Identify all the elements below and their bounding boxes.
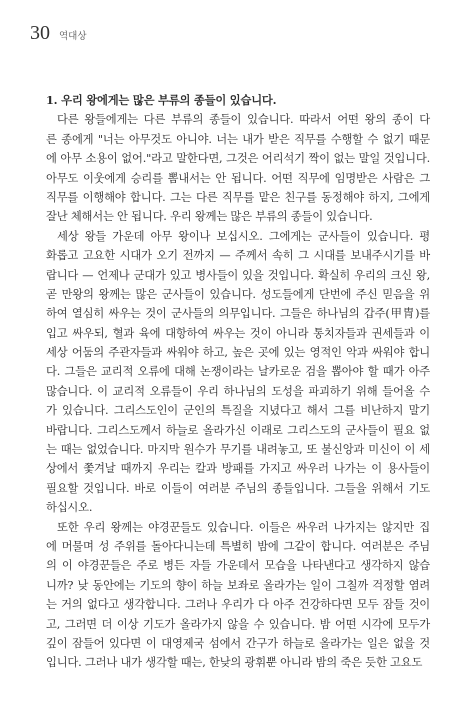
paragraph-line: 화롭고 고요한 시대가 오기 전까지 — 주께서 속히 그 시대를 보내주시기를 바 <box>46 249 430 263</box>
paragraph-line: 입니다. 그러나 내가 생각할 때는, 한낮의 광휘뿐 아니라 밤의 죽은 듯한 고요도 <box>46 656 423 670</box>
paragraph-line: 의 이 야경꾼들은 주로 병든 자들 가운데서 모습을 나타낸다고 생각하지 않습 <box>46 559 430 573</box>
paragraph-line: 깊이 잠들어 있다면 이 대영제국 섬에서 간구가 하늘로 올라가는 일은 없을 것 <box>46 636 430 650</box>
paragraph-line: 입고 싸우되, 혈과 육에 대항하여 싸우는 것이 아니라 통치자들과 권세들과 이 <box>46 326 430 340</box>
paragraph-line: 니까? 낮 동안에는 기도의 향이 하늘 보좌로 올라가는 일이 그칠까 걱정할 염려 <box>46 578 430 592</box>
paragraph-line: 또한 우리 왕께는 야경꾼들도 있습니다. 이들은 싸우러 나가지는 않지만 집 <box>57 520 430 534</box>
paragraph-line: 필요할 것입니다. 바로 이들이 여러분 주님의 종들입니다. 그들을 위해서 기도 <box>46 481 430 495</box>
paragraph-line: 상에서 쫓겨날 때까지 우리는 칼과 방패를 가지고 싸우러 나가는 이 용사들이 <box>46 462 430 476</box>
paragraphs <box>46 110 430 672</box>
body-text <box>46 91 430 673</box>
paragraph-line: 에 아무 소용이 없어."라고 말한다면, 그것은 어리석기 짝이 없는 말일 것입니다. <box>46 152 430 166</box>
paragraph-line: 하십시오. <box>46 501 93 515</box>
paragraph-line: 는 거의 없다고 생각합니다. 그러나 우리가 다 아주 건강하다면 모두 잠들 것이 <box>46 598 430 612</box>
page-number: 30 <box>30 22 50 44</box>
paragraph-line: 고, 그러면 더 이상 기도가 올라가지 않을 수 있습니다. 밤 어떤 시각에 모두가 <box>46 617 430 631</box>
paragraph-line: 랍니다 — 언제나 군대가 있고 병사들이 있을 것입니다. 확실히 우리의 크신 왕, <box>46 268 430 282</box>
paragraph-line: 는 때는 없었습니다. 마지막 원수가 무기를 내려놓고, 또 불신앙과 미신이 이 세 <box>46 443 430 457</box>
paragraph-line: 아무도 이웃에게 승리를 뽐내서는 안 됩니다. 어떤 직무에 임명받은 사람은 그 <box>46 171 430 185</box>
paragraph-line: 바랍니다. 그리스도께서 하늘로 올라가신 이래로 그리스도의 군사들이 필요 없 <box>46 423 430 437</box>
paragraph-line: 곧 만왕의 왕께는 많은 군사들이 있습니다. 성도들에게 단번에 주신 믿음을 위 <box>46 287 430 301</box>
paragraph-line: 다른 왕들에게는 다른 부류의 종들이 있습니다. 따라서 어떤 왕의 종이 다 <box>57 113 430 127</box>
paragraph-line: 다. 그들은 교리적 오류에 대해 논쟁이라는 날카로운 검을 뽑아야 할 때가 아주 <box>46 365 430 379</box>
paragraph-line: 가 있습니다. 그리스도인이 군인의 특질을 지녔다고 해서 그를 비난하지 말기 <box>46 404 430 418</box>
paragraph-line: 른 종에게 "너는 아무것도 아니야. 너는 내가 받은 직무를 수행할 수 없기 때문 <box>46 132 430 146</box>
paragraph-line: 세상 왕들 가운데 아무 왕이나 보십시오. 그에게는 군사들이 있습니다. 평 <box>57 229 430 243</box>
running-head <box>30 22 87 45</box>
paragraph-line: 많습니다. 이 교리적 오류들이 우리 하나님의 도성을 파괴하기 위해 들어올 수 <box>46 384 430 398</box>
paragraph-line: 하여 열심히 싸우는 것이 군사들의 의무입니다. 그들은 하나님의 갑주(甲冑)를 <box>46 307 430 321</box>
paragraph-line: 잘난 체해서는 안 됩니다. 우리 왕께는 많은 부류의 종들이 있습니다. <box>46 210 373 224</box>
paragraph-line: 세상 어둠의 주관자들과 싸워야 하고, 높은 곳에 있는 영적인 악과 싸워야 합니 <box>46 346 430 360</box>
running-title: 역대상 <box>59 31 87 42</box>
section-title: 1. 우리 왕에게는 많은 부류의 종들이 있습니다. <box>46 93 277 107</box>
paragraph-line: 직무를 이행해야 합니다. 그는 다른 직무를 맡은 친구를 동정해야 하지, 그에게 <box>46 190 430 204</box>
paragraph-line: 에 머물며 성 주위를 돌아다니는데 특별히 밤에 그같이 합니다. 여러분은 주님 <box>46 539 430 553</box>
